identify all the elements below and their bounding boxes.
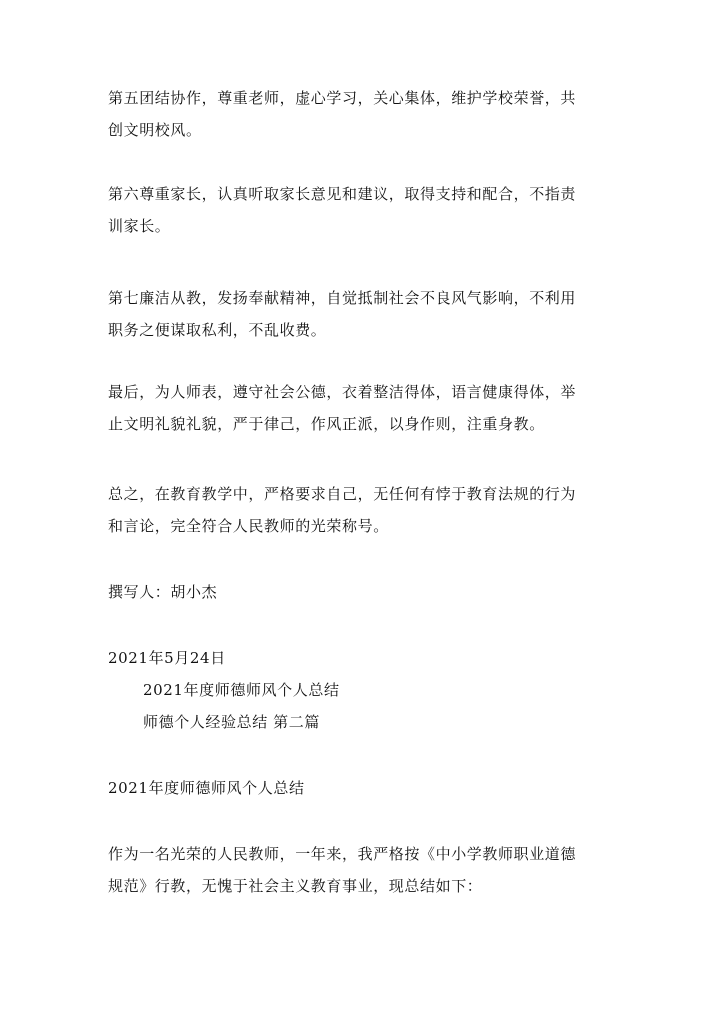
text-line: 总之，在教育教学中，严格要求自己，无任何有悖于教育法规的行为 bbox=[108, 485, 577, 503]
text-line: 止文明礼貌礼貌，严于律己，作风正派，以身作则，注重身教。 bbox=[108, 415, 545, 433]
paragraph-fifth-rule bbox=[108, 82, 616, 146]
paragraph-finally bbox=[108, 376, 616, 440]
date-text: 2021年5月24日 bbox=[108, 649, 226, 667]
text-line: 创文明校风。 bbox=[108, 121, 202, 139]
text-line: 作为一名光荣的人民教师，一年来，我严格按《中小学教师职业道德 bbox=[108, 845, 577, 863]
text-line: 最后，为人师表，遵守社会公德，衣着整洁得体，语言健康得体，举 bbox=[108, 383, 577, 401]
text-line: 第七廉洁从教，发扬奉献精神，自觉抵制社会不良风气影响，不利用 bbox=[108, 289, 577, 307]
section-title bbox=[108, 772, 616, 804]
text-line: 职务之便谋取私利，不乱收费。 bbox=[108, 321, 327, 339]
text-line: 规范》行教，无愧于社会主义教育事业，现总结如下： bbox=[108, 877, 483, 895]
text-line: 训家长。 bbox=[108, 217, 171, 235]
text-line: 和言论，完全符合人民教师的光荣称号。 bbox=[108, 517, 389, 535]
text-line: 第六尊重家长，认真听取家长意见和建议，取得支持和配合，不指责 bbox=[108, 185, 577, 203]
paragraph-intro bbox=[108, 838, 616, 902]
date-line bbox=[108, 642, 616, 674]
toc-list bbox=[143, 674, 651, 738]
author-text: 撰写人：胡小杰 bbox=[108, 583, 218, 601]
text-line: 第五团结协作，尊重老师，虚心学习，关心集体，维护学校荣誉，共 bbox=[108, 89, 577, 107]
author-line bbox=[108, 576, 616, 608]
paragraph-sixth-rule bbox=[108, 178, 616, 242]
paragraph-conclusion bbox=[108, 478, 616, 542]
toc-item: 师德个人经验总结 第二篇 bbox=[143, 713, 320, 731]
toc-item: 2021年度师德师风个人总结 bbox=[143, 681, 340, 699]
paragraph-seventh-rule bbox=[108, 282, 616, 346]
section-title-text: 2021年度师德师风个人总结 bbox=[108, 779, 305, 797]
